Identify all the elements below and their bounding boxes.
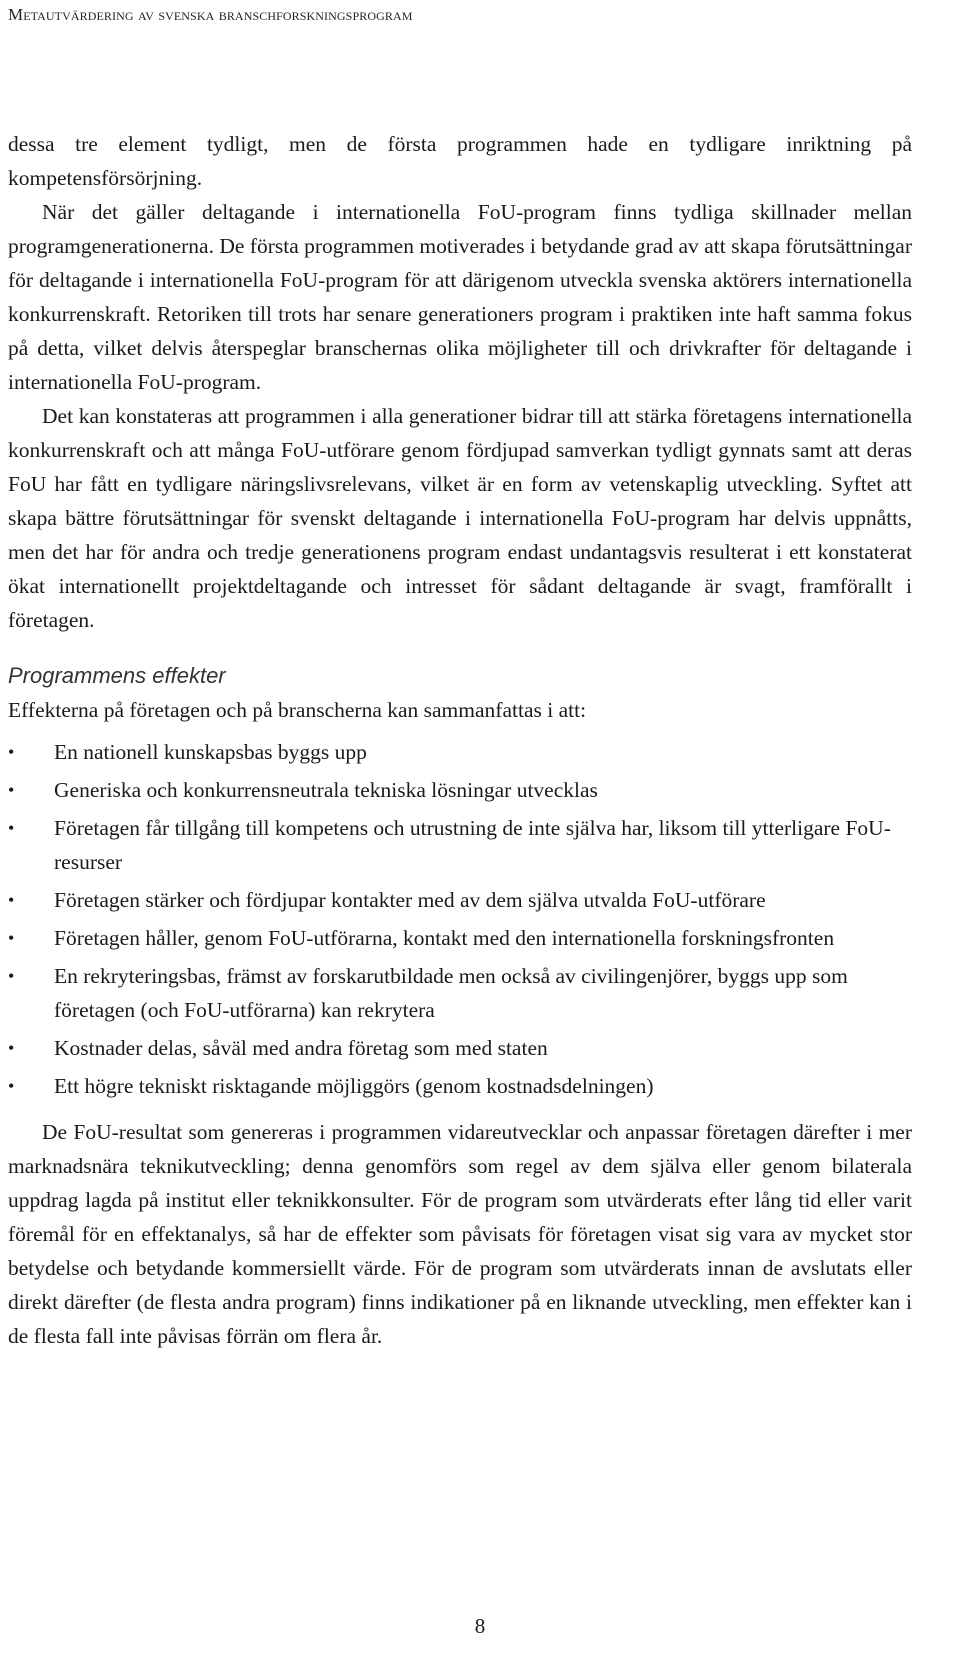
bullet-icon: •	[8, 966, 15, 986]
list-item	[8, 735, 912, 769]
list-item-text: En nationell kunskapsbas byggs upp	[54, 740, 367, 764]
list-item	[8, 921, 912, 955]
list-item	[8, 1069, 912, 1103]
bullet-icon: •	[8, 928, 15, 948]
list-item	[8, 811, 912, 879]
list-item	[8, 959, 912, 1027]
bullet-icon: •	[8, 1076, 15, 1096]
effects-list	[8, 735, 912, 1103]
list-item-text: Företagen håller, genom FoU-utförarna, kontakt med den internationella forskningsfronten	[54, 926, 835, 950]
list-item-text: Generiska och konkurrensneutrala tekniska lösningar utvecklas	[54, 778, 598, 802]
section-lead: Effekterna på företagen och på branscherna kan sammanfattas i att:	[8, 698, 587, 722]
section-heading: Programmens effekter	[8, 663, 226, 688]
bullet-icon: •	[8, 780, 15, 800]
bullet-icon: •	[8, 818, 15, 838]
page-content	[8, 127, 912, 1353]
list-item	[8, 883, 912, 917]
paragraph-intro-1: dessa tre element tydligt, men de första programmen hade en tydligare inriktning på kompetensförsörjning.	[8, 132, 912, 190]
paragraph-closing: De FoU-resultat som genereras i programmen vidareutvecklar och anpassar företagen därefter i mer marknadsnära teknikutveckling; denna genomförs som regel av dem själva eller genom bilaterala uppdrag lagda på institut eller teknikkonsulter. För de program som utvärderats efter lång tid eller varit föremål för en effektanalys, så har de effekter som påvisats för företagen visat sig vara av mycket stor betydelse och betydande kommersiellt värde. För de program som utvärderats innan de avslutats eller direkt därefter (de flesta andra program) finns indikationer på en liknande utveckling, men effekter kan i de flesta fall inte påvisas förrän om flera år.	[8, 1120, 912, 1348]
list-item	[8, 1031, 912, 1065]
bullet-icon: •	[8, 742, 15, 762]
list-item-text: En rekryteringsbas, främst av forskarutbildade men också av civilingenjörer, byggs upp som företagen (och FoU-utförarna) kan rekrytera	[54, 964, 848, 1022]
list-item-text: Företagen får tillgång till kompetens och utrustning de inte själva har, liksom till ytterligare FoU-resurser	[54, 816, 891, 874]
running-header: Metautvärdering av svenska branschforskningsprogram	[8, 5, 413, 24]
page-number: 8	[474, 1614, 486, 1638]
paragraph-intro-3: Det kan konstateras att programmen i alla generationer bidrar till att stärka företagens internationella konkurrenskraft och att många FoU-utförare genom fördjupad samverkan tydligt gynnats samt att deras FoU har fått en tydligare näringslivsrelevans, vilket är en form av vetenskaplig utveckling. Syftet att skapa bättre förutsättningar för svenskt deltagande i internationella FoU-program har delvis uppnåtts, men det har för andra och tredje generationens program endast undantagsvis resulterat i ett konstaterat ökat internationellt projektdeltagande och intresset för sådant deltagande är svagt, framförallt i företagen.	[8, 404, 912, 632]
bullet-icon: •	[8, 1038, 15, 1058]
list-item-text: Ett högre tekniskt risktagande möjliggörs (genom kostnadsdelningen)	[54, 1074, 654, 1098]
list-item-text: Företagen stärker och fördjupar kontakter med av dem själva utvalda FoU-utförare	[54, 888, 766, 912]
paragraph-intro-2: När det gäller deltagande i internationella FoU-program finns tydliga skillnader mellan programgenerationerna. De första programmen motiverades i betydande grad av att skapa förutsättningar för deltagande i internationella FoU-program för att därigenom utveckla svenska aktörers internationella konkurrenskraft. Retoriken till trots har senare generationers program i praktiken inte haft samma fokus på detta, vilket delvis återspeglar branschernas olika möjligheter till och drivkrafter för deltagande i internationella FoU-program.	[8, 200, 912, 394]
bullet-icon: •	[8, 890, 15, 910]
list-item	[8, 773, 912, 807]
list-item-text: Kostnader delas, såväl med andra företag som med staten	[54, 1036, 548, 1060]
